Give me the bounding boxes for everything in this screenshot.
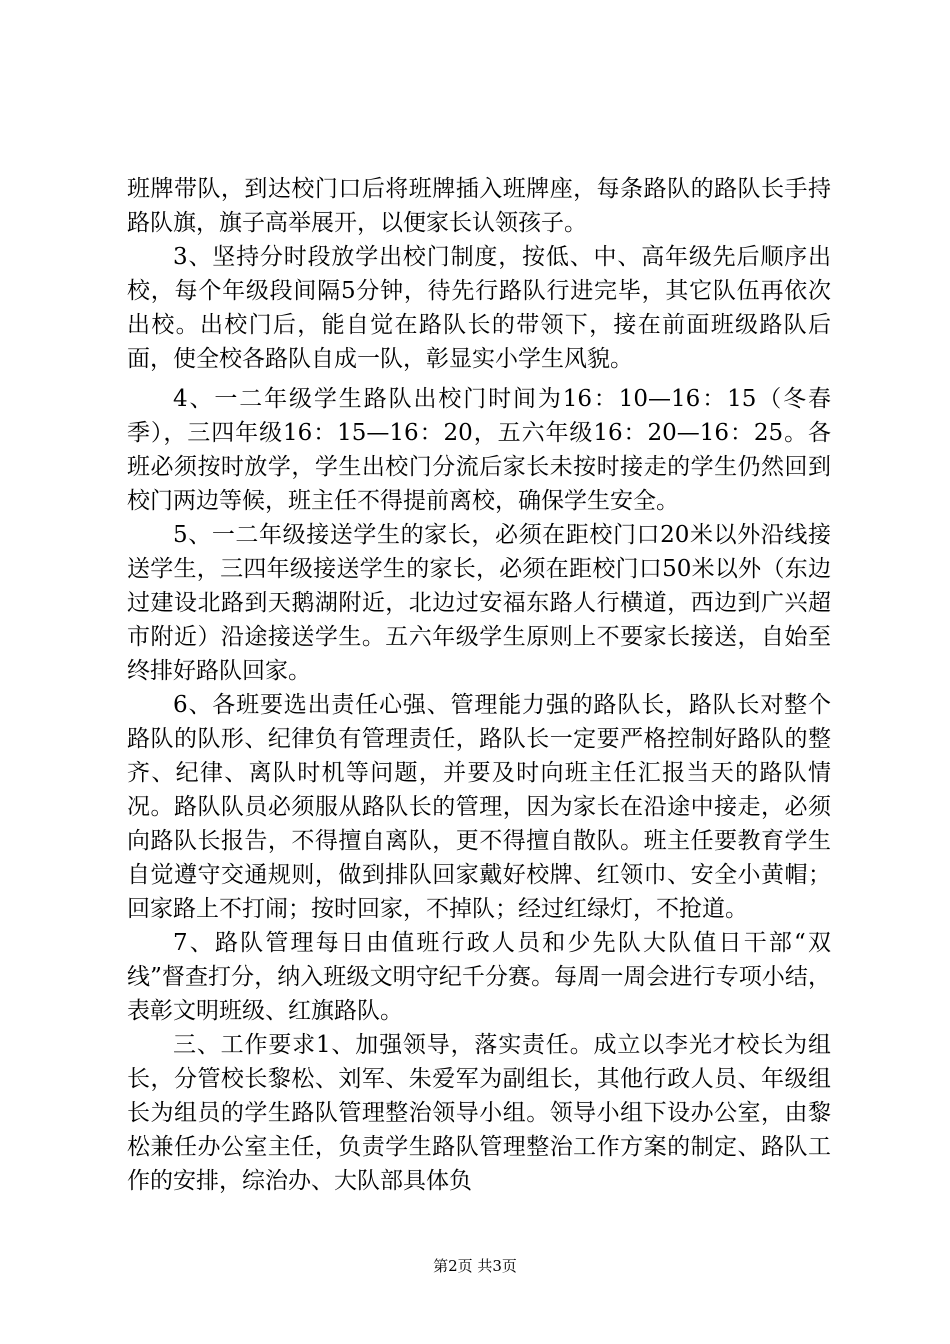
page-footer: 第2页 共3页 bbox=[433, 1257, 517, 1275]
paragraph-item-4: 4、一二年级学生路队出校门时间为16：10—16：15（冬春季），三四年级16：15—16：20，五六年级16：20—16：25。各班必须按时放学，学生出校门分流后家长未按时接走的学生仍然回到校门两边等候，班主任不得提前离校，确保学生安全。 bbox=[127, 386, 831, 514]
paragraph-item-5: 5、一二年级接送学生的家长，必须在距校门口20米以外沿线接送学生，三四年级接送学生的家长，必须在距校门口50米以外（东边过建设北路到天鹅湖附近，北边过安福东路人行横道，西边到广兴超市附近）沿途接送学生。五六年级学生原则上不要家长接送，自始至终排好路队回家。 bbox=[127, 522, 831, 684]
paragraph-item-7: 7、路队管理每日由值班行政人员和少先队大队值日干部“双线”督查打分，纳入班级文明守纪千分赛。每周一周会进行专项小结，表彰文明班级、红旗路队。 bbox=[127, 930, 831, 1024]
paragraph-item-3: 3、坚持分时段放学出校门制度，按低、中、高年级先后顺序出校，每个年级段间隔5分钟，待先行路队行进完毕，其它队伍再依次出校。出校门后，能自觉在路队长的带领下，接在前面班级路队后面，使全校各路队自成一队，彰显实小学生风貌。 bbox=[127, 244, 831, 372]
paragraph-item-6: 6、各班要选出责任心强、管理能力强的路队长，路队长对整个路队的队形、纪律负有管理责任，路队长一定要严格控制好路队的整齐、纪律、离队时机等问题，并要及时向班主任汇报当天的路队情况。路队队员必须服从路队长的管理，因为家长在沿途中接走，必须向路队长报告，不得擅自离队，更不得擅自散队。班主任要教育学生自觉遵守交通规则，做到排队回家戴好校牌、红领巾、安全小黄帽；回家路上不打闹；按时回家，不掉队；经过红绿灯，不抢道。 bbox=[127, 692, 831, 922]
paragraph-section-3: 三、工作要求1、加强领导，落实责任。成立以李光才校长为组长，分管校长黎松、刘军、朱爱军为副组长，其他行政人员、年级组长为组员的学生路队管理整治领导小组。领导小组下设办公室，由黎松兼任办公室主任，负责学生路队管理整治工作方案的制定、路队工作的安排，综治办、大队部具体负 bbox=[127, 1032, 831, 1194]
paragraph-continuation: 班牌带队，到达校门口后将班牌插入班牌座，每条路队的路队长手持路队旗，旗子高举展开，以便家长认领孩子。 bbox=[127, 176, 831, 236]
document-body bbox=[127, 172, 831, 1198]
